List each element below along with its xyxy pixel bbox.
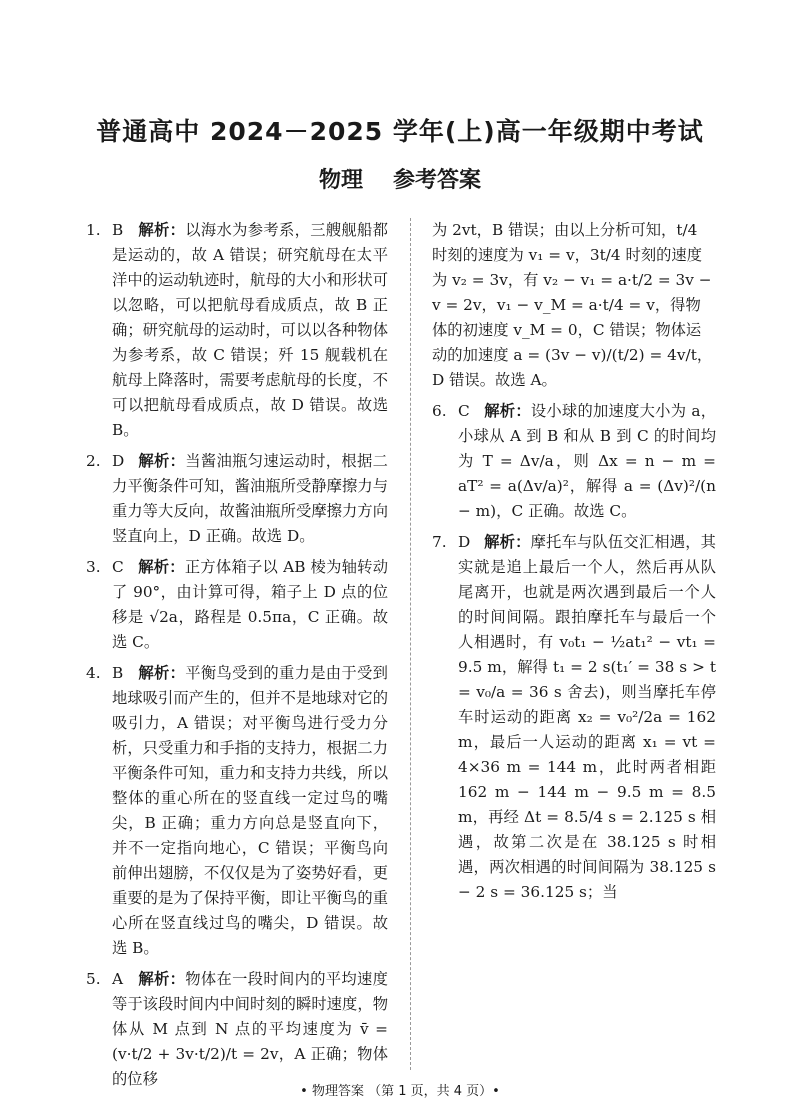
answer-item-7 <box>432 530 716 905</box>
analysis-label: 解析： <box>138 558 185 576</box>
page-title: 普通高中 2024－2025 学年(上)高一年级期中考试 <box>96 117 704 146</box>
analysis-label: 解析： <box>138 452 186 470</box>
answer-5-continuation: 为 2vt，B 错误；由以上分析可知，t/4 时刻的速度为 v₁ = v，3t/4 时刻的速度为 v₂ = 3v，有 v₂ − v₁ = a·t/2 = 3v − v = 2v，v₁ − v_M = a·t/4 = v，得物体的初速度 v_M = 0，C 错误；物体运动的加速度 a = (3v − v)/(t/2) = 4v/t，D 错误。故选 A。 <box>432 221 713 389</box>
answer-item-5 <box>86 967 388 1092</box>
answer-number: 5. <box>86 970 101 988</box>
answer-key: D <box>112 452 125 470</box>
answer-text: 正方体箱子以 AB 棱为轴转动了 90°，由计算可得，箱子上 D 点的位移是 √2a，路程是 0.5πa，C 正确。故选 C。 <box>112 558 388 651</box>
answer-text: 平衡鸟受到的重力是由于受到地球吸引而产生的，但并不是地球对它的吸引力，A 错误；对平衡鸟进行受力分析，只受重力和手指的支持力，根据二力平衡条件可知，重力和支持力共线，所以整体的重心所在的竖直线一定过鸟的嘴尖，B 正确；重力方向总是竖直向下，并不一定指向地心，C 错误；平衡鸟向前伸出翅膀，不仅仅是为了姿势好看，更重要的是为了保持平衡，即让平衡鸟的重心所在竖直线过鸟的嘴尖，D 错误。故选 B。 <box>112 664 388 957</box>
answer-key: D <box>458 533 471 551</box>
analysis-label: 解析： <box>484 533 531 551</box>
answer-number: 2. <box>86 452 101 470</box>
answer-key: B <box>112 221 124 239</box>
right-column <box>432 218 716 905</box>
answer-number: 3. <box>86 558 101 576</box>
answer-item-2 <box>86 449 388 549</box>
answer-key: A <box>112 970 124 988</box>
left-column <box>86 218 388 1092</box>
analysis-label: 解析： <box>138 970 186 988</box>
answer-text: 物体在一段时间内的平均速度等于该段时间内中间时刻的瞬时速度，物体从 M 点到 N 点的平均速度为 v̄ = (v·t/2 + 3v·t/2)/t = 2v，A 正确；物体的位移 <box>112 970 388 1088</box>
answer-number: 6. <box>432 402 447 420</box>
answer-text: 设小球的加速度大小为 a，小球从 A 到 B 和从 B 到 C 的时间均为 T = Δv/a，则 Δx = n − m = aT² = a(Δv/a)²，解得 a = (Δv)²/(n − m)，C 正确。故选 C。 <box>458 402 716 520</box>
answer-key: C <box>112 558 124 576</box>
page-footer: • 物理答案 （第 1 页，共 4 页）• <box>300 1084 500 1099</box>
doc-type-label: 参考答案 <box>393 168 482 193</box>
analysis-label: 解析： <box>138 664 186 682</box>
analysis-label: 解析： <box>484 402 531 420</box>
answer-text: 摩托车与队伍交汇相遇，其实就是追上最后一个人，然后再从队尾离开，也就是两次遇到最后一个人的时间间隔。跟拍摩托车与最后一个人相遇时，有 v₀t₁ − ½at₁² − vt₁ = 9.5 m，解得 t₁ = 2 s(t₁′ = 38 s > t = v₀/a = 36 s 舍去)，则当摩托车停车时运动的距离 x₂ = v₀²/2a = 162 m，最后一人运动的距离 x₁ = vt = 4×36 m = 144 m，此时两者相距 162 m − 144 m − 9.5 m = 8.5 m，再经 Δt = 8.5/4 s = 2.125 s 相遇，故第二次是在 38.125 s 时相遇，两次相遇的时间间隔为 38.125 s − 2 s = 36.125 s；当 <box>458 533 716 901</box>
column-divider <box>410 218 411 1070</box>
subject-label: 物理 <box>318 168 363 193</box>
answer-text: 以海水为参考系，三艘舰船都是运动的，故 A 错误；研究航母在太平洋中的运动轨迹时，航母的大小和形状可以忽略，可以把航母看成质点，故 B 正确；研究航母的运动时，可以以各种物体为参考系，故 C 错误；歼 15 舰载机在航母上降落时，需要考虑航母的长度，不可以把航母看成质点，故 D 错误。故选 B。 <box>112 221 388 439</box>
answer-text: 当酱油瓶匀速运动时，根据二力平衡条件可知，酱油瓶所受静摩擦力与重力等大反向，故酱油瓶所受摩擦力方向竖直向上，D 正确。故选 D。 <box>112 452 388 545</box>
answer-item-6 <box>432 399 716 524</box>
answer-number: 4. <box>86 664 101 682</box>
answer-item-1 <box>86 218 388 443</box>
answer-item-3 <box>86 555 388 655</box>
page-subtitle <box>0 163 800 194</box>
answer-item-4 <box>86 661 388 961</box>
analysis-label: 解析： <box>138 221 186 239</box>
answer-key: C <box>458 402 470 420</box>
answer-key: B <box>112 664 124 682</box>
answer-number: 7. <box>432 533 447 551</box>
answer-number: 1. <box>86 221 101 239</box>
